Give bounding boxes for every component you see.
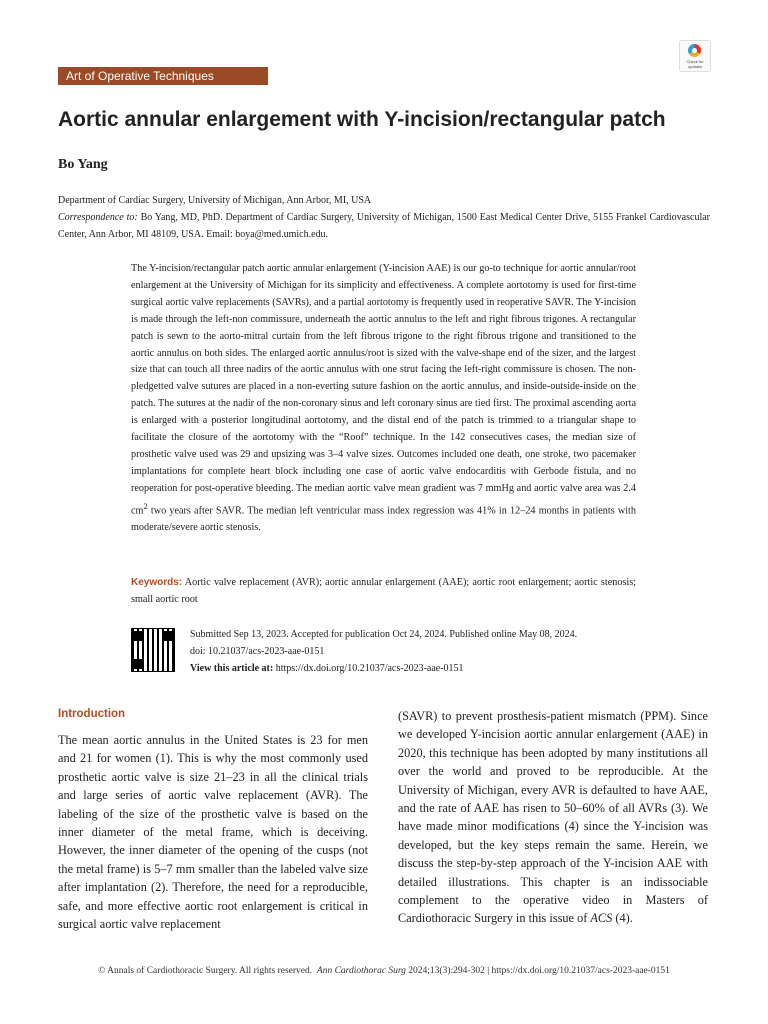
doi[interactable]: doi: 10.21037/acs-2023-aae-0151: [190, 646, 325, 657]
footer-citation: 2024;13(3):294-302 | https://dx.doi.org/10.21037/acs-2023-aae-0151: [405, 966, 670, 976]
section-label-bar: [58, 67, 268, 85]
abstract-superscript: 2: [143, 500, 148, 511]
author-name: Bo Yang: [58, 157, 108, 172]
body-column-left: [58, 706, 368, 933]
affiliation: Department of Cardiac Surgery, University of Michigan, Ann Arbor, MI, USA: [58, 195, 372, 206]
abstract: [131, 261, 636, 537]
article-title: Aortic annular enlargement with Y-incision/rectangular patch: [58, 108, 666, 131]
page-footer: [58, 966, 710, 976]
view-article-label: View this article at:: [190, 663, 274, 674]
body-column-right: [398, 707, 708, 928]
footer-journal: Ann Cardiothorac Surg: [316, 966, 406, 976]
crossmark-logo: [688, 44, 701, 57]
section-label: Art of Operative Techniques: [58, 67, 268, 85]
keywords-label: Keywords:: [131, 577, 183, 588]
view-article-url[interactable]: https://dx.doi.org/10.21037/acs-2023-aae-0151: [273, 663, 464, 674]
crossmark-text: Check for updates: [686, 59, 704, 69]
right-text-italic: ACS: [590, 911, 613, 926]
affiliation-block: [58, 192, 710, 243]
introduction-paragraph-left: The mean aortic annulus in the United States is 23 for men and 21 for women (1). This is why the most commonly used prosthetic aortic valve is size 21–23 in all the clinical trials and large series of aortic valve replacement (AVR). The labeling of the size of the prosthetic valve is based on the inner diameter of the metal frame, which is deceiving. However, the inner diameter of the opening of the cusps (not the metal frame) is 5–7 mm smaller than the labeled valve size after implantation (2). Therefore, the need for a reproducible, safe, and more effective aortic root enlargement is critical in surgical aortic valve replacement: [58, 733, 368, 932]
publication-info: [190, 626, 650, 677]
qr-code-icon: [131, 628, 175, 672]
check-for-updates-icon[interactable]: [679, 40, 711, 72]
correspondence-label: Correspondence to:: [58, 212, 138, 223]
right-text-1: (SAVR) to prevent prosthesis-patient mismatch (PPM). Since we developed Y-incision aortic annular enlargement (AAE) in 2020, this technique has been adopted by many institutions all over the world and proved to be reproducible. At the University of Michigan, every AVR is defaulted to have AAE, and the rate of AAE has risen to 50–60% of all AVRs (3). We have made minor modifications (4) since the Y-incision was developed, but the key steps remain the same. Herein, we discuss the step-by-step approach of the Y-incision AAE with detailed illustrations. This chapter is an indissociable complement to the operative video in Masters of Cardiothoracic Surgery in this issue of: [398, 709, 708, 926]
introduction-heading: Introduction: [58, 708, 126, 720]
submission-dates: Submitted Sep 13, 2023. Accepted for publication Oct 24, 2024. Published online May 08, 2024.: [190, 629, 578, 640]
abstract-text-2: two years after SAVR. The median left ventricular mass index regression was 41% in 12–24 months in patients with moderate/severe aortic stenosis.: [131, 505, 636, 533]
introduction-paragraph-right: [398, 707, 708, 928]
correspondence: [58, 209, 710, 243]
abstract-text-1: The Y-incision/rectangular patch aortic annular enlargement (Y-incision AAE) is our go-to technique for aortic annular/root enlargement at the University of Michigan for its simplicity and effectiveness. A complete aortotomy is used for first-time surgical aortic valve replacements (SAVRs), and a partial aortotomy is frequently used in reoperative SAVR. The Y-incision is made through the left-non commissure, underneath the aortic annulus to the left and right fibrous trigones. A rectangular patch is sewn to the aorto-mitral curtain from the left fibrous trigone to the right fibrous trigone and transitioned to the aortic annulus on both sides. The enlarged aortic annulus/root is sized with the valve-shape end of the sizer, and the largest size that can touch all three nadirs of the aortic annulus with one strut facing the left-right commissure is chosen. The non-pledgetted valve sutures are placed in a non-everting suture fashion on the aortic annulus, and inside-outside-inside on the patch. The sutures at the nadir of the non-coronary sinus and left coronary sinus are tied first. The proximal ascending aorta is enlarged with a posterior longitudinal aortotomy, and the distal end of the patch is trimmed to a triangular shape to facilitate the closure of the aortotomy with the “Roof” technique. In the 142 consecutives cases, the median size of prosthetic valve used was 29 and upsizing was 3–4 valve sizes. Outcomes included one death, one stroke, two pacemaker implantations for complete heart block including one case of aortic valve endocarditis with Gerbode fistula, and no reoperation for post-operative bleeding. The median aortic valve mean gradient was 7 mmHg and aortic valve area was 2.4 cm: [131, 263, 636, 517]
keywords-text: Aortic valve replacement (AVR); aortic annular enlargement (AAE); aortic root enlargement; aortic stenosis; small aortic root: [131, 577, 636, 605]
keywords: [131, 575, 636, 609]
correspondence-text: Bo Yang, MD, PhD. Department of Cardiac Surgery, University of Michigan, 1500 East Medical Center Drive, 5155 Frankel Cardiovascular Center, Ann Arbor, MI 48109, USA. Email: boya@med.umich.edu.: [58, 212, 710, 240]
right-text-2: (4).: [612, 911, 633, 926]
view-article-link[interactable]: [190, 660, 650, 677]
footer-copyright: © Annals of Cardiothoracic Surgery. All rights reserved.: [98, 966, 313, 976]
